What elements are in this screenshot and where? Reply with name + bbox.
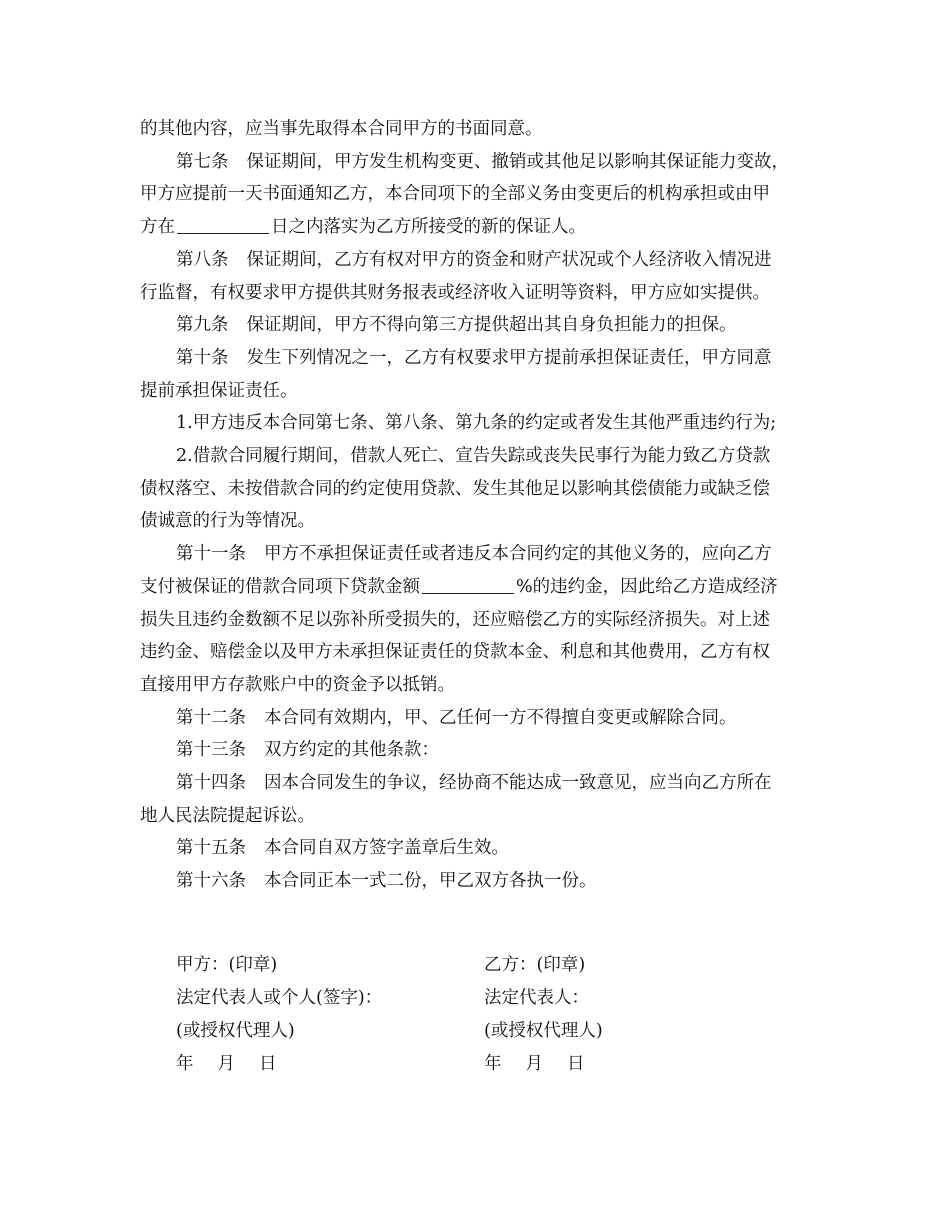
article-text: 保证期间，甲方不得向第三方提供超出其自身负担能力的担保。: [246, 315, 737, 336]
article-text: 本合同有效期内，甲、乙任何一方不得擅自变更或解除合同。: [264, 707, 737, 728]
text-after-blank: %的违约金，因此给乙方造成经济: [516, 576, 778, 597]
article-text: 本合同自双方签字盖章后生效。: [264, 838, 509, 859]
month-label: 月: [217, 1054, 235, 1074]
article-text: 因本合同发生的争议，经协商不能达成一致意见，应当向乙方所在: [264, 773, 772, 794]
article-13-line: [140, 734, 830, 767]
article-label: 第十条: [176, 347, 229, 368]
party-a-agent: (或授权代理人): [176, 1021, 295, 1041]
text-line: 损失且违约金数额不足以弥补所受损失的，还应赔偿乙方的实际经济损失。对上述: [140, 609, 770, 630]
text-line: 地人民法院提起诉讼。: [140, 805, 315, 826]
party-b-seal: 乙方：(印章): [484, 955, 586, 975]
month-label: 月: [525, 1054, 543, 1074]
contract-text: [140, 113, 830, 898]
percent-blank-field: [422, 575, 514, 594]
agent-row: [176, 1015, 816, 1048]
article-label: 第十六条: [176, 871, 246, 892]
text-line: 债权落空、未按借款合同的约定使用贷款、发生其他足以影响其偿债能力或缺乏偿: [140, 478, 770, 499]
days-blank-field: [177, 215, 269, 234]
list-item-2: 2.借款合同履行期间，借款人死亡、宣告失踪或丧失民事行为能力致乙方贷款: [176, 446, 771, 467]
text-line: 债诚意的行为等情况。: [140, 511, 315, 532]
article-11-line: [140, 538, 830, 571]
article-label: 第十五条: [176, 838, 246, 859]
party-a-date: [176, 1048, 301, 1081]
article-9-line: [140, 309, 830, 342]
date-row: [176, 1048, 816, 1081]
article-text: 双方约定的其他条款：: [264, 740, 439, 761]
day-label: 日: [259, 1054, 277, 1074]
party-b-agent: (或授权代理人): [484, 1021, 603, 1041]
seal-row: [176, 949, 816, 982]
article-8-line: [140, 244, 830, 277]
article-14-line: [140, 767, 830, 800]
text-line: 的其他内容，应当事先取得本合同甲方的书面同意。: [140, 119, 543, 139]
article-16-line: [140, 865, 830, 898]
list-item-1: 1.甲方违反本合同第七条、第八条、第九条的约定或者发生其他严重违约行为;: [176, 413, 777, 434]
text-before-blank: 支付被保证的借款合同项下贷款金额: [140, 576, 420, 597]
day-label: 日: [567, 1054, 585, 1074]
article-label: 第七条: [176, 151, 229, 172]
text-line: 行监督，有权要求甲方提供其财务报表或经济收入证明等资料，甲方应如实提供。: [140, 282, 770, 303]
text-line-with-blank: [140, 571, 830, 604]
contract-body: [140, 113, 830, 898]
party-a-seal: 甲方：(印章): [176, 955, 278, 975]
text-line: 提前承担保证责任。: [140, 380, 298, 401]
article-12-line: [140, 702, 830, 735]
article-label: 第八条: [176, 249, 229, 270]
year-label: 年: [484, 1054, 502, 1074]
article-label: 第十二条: [176, 707, 246, 728]
party-b-representative: 法定代表人：: [484, 988, 589, 1008]
text-after-blank: 日之内落实为乙方所接受的新的保证人。: [271, 217, 586, 238]
article-label: 第十四条: [176, 773, 246, 794]
article-15-line: [140, 832, 830, 865]
text-line-with-blank: [140, 211, 830, 244]
text-line: 违约金、赔偿金以及甲方未承担保证责任的贷款本金、利息和其他费用，乙方有权: [140, 642, 770, 663]
text-line: 直接用甲方存款账户中的资金予以抵销。: [140, 674, 455, 695]
article-text: 本合同正本一式二份，甲乙双方各执一份。: [264, 871, 597, 892]
article-text: 保证期间，甲方发生机构变更、撤销或其他足以影响其保证能力变故，: [246, 151, 789, 172]
article-text: 甲方不承担保证责任或者违反本合同约定的其他义务的，应向乙方: [264, 544, 772, 565]
article-label: 第十一条: [176, 544, 246, 565]
article-10-line: [140, 342, 830, 375]
article-text: 发生下列情况之一，乙方有权要求甲方提前承担保证责任，甲方同意: [246, 347, 772, 368]
article-label: 第九条: [176, 315, 229, 336]
text-before-blank: 方在: [140, 217, 175, 238]
year-label: 年: [176, 1054, 194, 1074]
signature-block: [176, 949, 816, 1081]
representative-row: [176, 982, 816, 1015]
article-7-line: [140, 146, 830, 179]
text-line: 甲方应提前一天书面通知乙方，本合同项下的全部义务由变更后的机构承担或由甲: [140, 184, 770, 205]
party-b-date: [484, 1048, 609, 1081]
party-a-representative: 法定代表人或个人(签字)：: [176, 988, 383, 1008]
article-text: 保证期间，乙方有权对甲方的资金和财产状况或个人经济收入情况进: [246, 249, 772, 270]
article-label: 第十三条: [176, 740, 246, 761]
